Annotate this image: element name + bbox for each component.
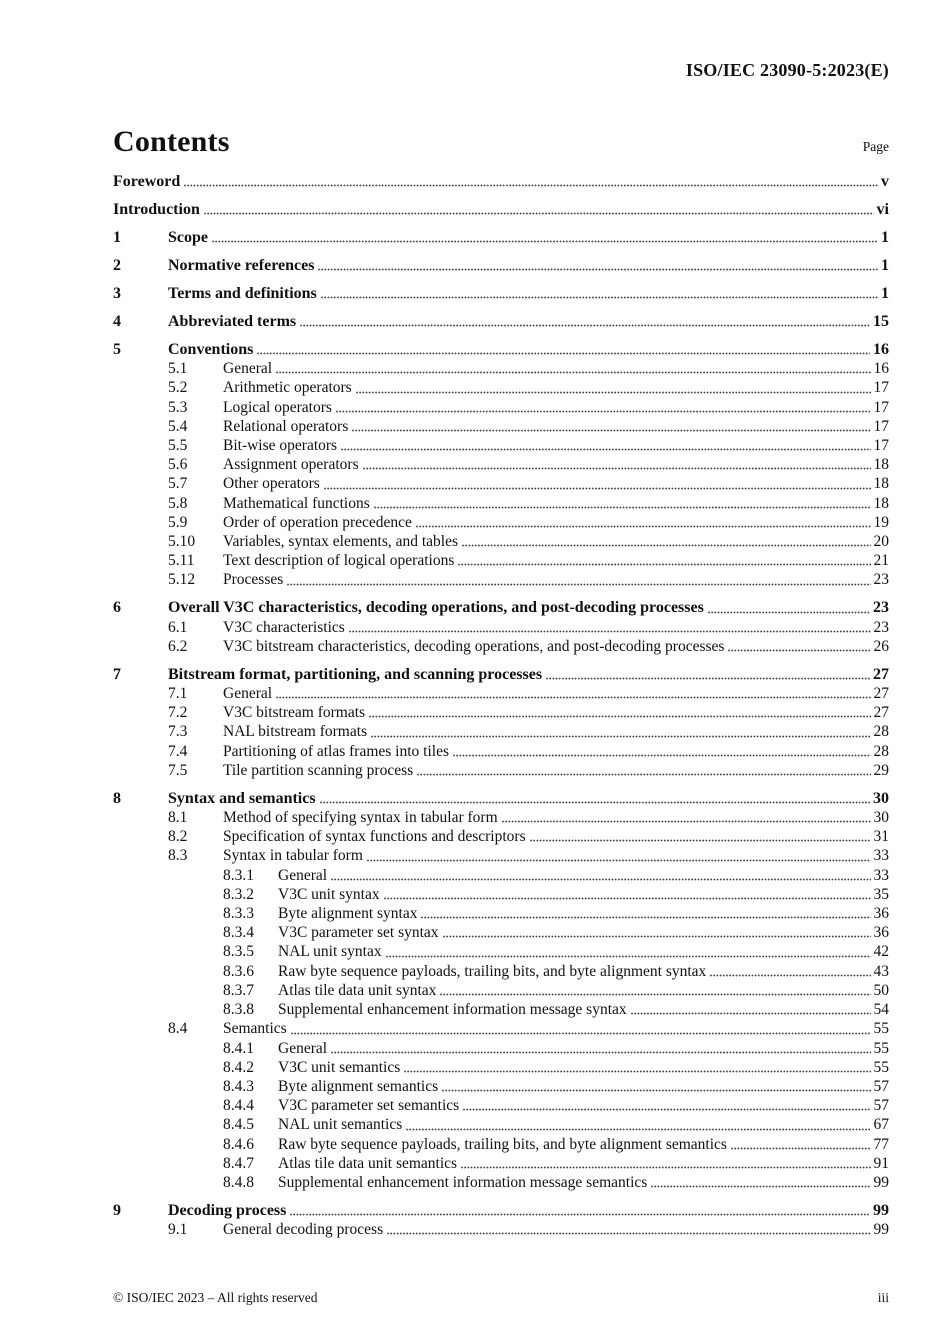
toc-entry: [113, 637, 889, 656]
dot-leader: [417, 773, 870, 776]
toc-entry-number: 5.4: [168, 417, 188, 435]
toc-entry-page: 17: [873, 417, 889, 435]
toc-entry-label: Arithmetic operators: [223, 379, 352, 397]
toc-entry: [113, 981, 889, 1000]
toc-entry-page: 31: [873, 828, 889, 846]
toc-entry: [113, 665, 889, 684]
toc-entry-number: 3: [113, 285, 121, 302]
toc-entry-page: 36: [873, 924, 889, 942]
toc-entry: [113, 340, 889, 359]
toc-entry-number: 8.3.4: [223, 924, 254, 942]
toc-entry-page: 33: [873, 847, 889, 865]
toc-entry-page: 55: [873, 1058, 889, 1076]
toc-entry-page: 57: [873, 1077, 889, 1095]
dot-leader: [421, 916, 870, 919]
toc-entry-number: 6.1: [168, 618, 188, 636]
toc-entry-number: 5.10: [168, 533, 196, 551]
dot-leader: [443, 935, 871, 938]
toc-entry-label: Byte alignment syntax: [278, 905, 418, 923]
toc-entry-page: 29: [873, 761, 889, 779]
toc-entry-number: 2: [113, 257, 121, 274]
toc-entry-number: 8.4.5: [223, 1116, 254, 1134]
dot-leader: [440, 993, 870, 996]
toc-entry-page: v: [881, 173, 889, 190]
dot-leader: [374, 506, 871, 509]
toc-entry: [113, 1019, 889, 1038]
toc-entry-number: 8.4.2: [223, 1058, 254, 1076]
toc-entry-label: V3C parameter set semantics: [278, 1097, 460, 1115]
toc-entry-page: 28: [873, 742, 889, 760]
toc-entry-label: Introduction: [113, 201, 200, 218]
toc-entry: [113, 1077, 889, 1096]
toc-entry: [113, 808, 889, 827]
toc-entry: [113, 1220, 889, 1239]
toc-entry-page: 54: [873, 1001, 889, 1019]
toc-entry-label: Variables, syntax elements, and tables: [223, 533, 459, 551]
toc-entry-page: 17: [873, 437, 889, 455]
toc-entry: [113, 703, 889, 722]
toc-entry: [113, 513, 889, 532]
dot-leader: [257, 352, 870, 355]
toc-entry-label: Other operators: [223, 475, 320, 493]
dot-leader: [204, 212, 874, 215]
toc-entry-label: Foreword: [113, 173, 181, 190]
toc-entry: [113, 532, 889, 551]
toc-entry-label: Processes: [223, 571, 284, 589]
toc-entry-number: 8.3.7: [223, 981, 254, 999]
dot-leader: [384, 897, 871, 900]
dot-leader: [458, 563, 870, 566]
toc-entry: [113, 417, 889, 436]
toc-entry-page: 27: [873, 704, 889, 722]
toc-entry-number: 5.7: [168, 475, 188, 493]
toc-entry-number: 8.1: [168, 809, 188, 827]
toc-entry-label: Mathematical functions: [223, 494, 370, 512]
toc-entry: [113, 1173, 889, 1192]
toc-entry: [113, 618, 889, 637]
dot-leader: [320, 801, 870, 804]
toc-entry: [113, 761, 889, 780]
toc-entry: [113, 172, 889, 191]
toc-entry-page: 26: [873, 637, 889, 655]
toc-entry-page: 17: [873, 398, 889, 416]
toc-entry-page: 1: [881, 285, 889, 302]
toc-entry-label: Scope: [168, 229, 208, 246]
dot-leader: [453, 754, 871, 757]
toc-entry-label: Decoding process: [168, 1201, 287, 1219]
toc-entry: [113, 1115, 889, 1134]
dot-leader: [369, 715, 870, 718]
dot-leader: [462, 544, 870, 547]
toc-entry-label: Text description of logical operations: [223, 552, 455, 570]
dot-leader: [387, 1232, 870, 1235]
toc-entry-number: 5.12: [168, 571, 196, 589]
toc-entry-page: vi: [876, 201, 889, 218]
dot-leader: [349, 630, 871, 633]
toc-entry-number: 8.4.7: [223, 1154, 254, 1172]
toc-entry: [113, 1096, 889, 1115]
toc-entry-label: Bitstream format, partitioning, and scanning processes: [168, 665, 543, 683]
dot-leader: [708, 611, 870, 614]
dot-leader: [324, 487, 871, 490]
footer-page-number: iii: [877, 1290, 889, 1305]
toc-entry: [113, 1201, 889, 1220]
toc-entry-label: Semantics: [223, 1020, 287, 1038]
toc-entry: [113, 200, 889, 219]
dot-leader: [546, 677, 870, 680]
toc-entry: [113, 378, 889, 397]
toc-entry-label: V3C characteristics: [223, 618, 345, 636]
toc-entry-page: 1: [881, 229, 889, 246]
dot-leader: [276, 696, 870, 699]
toc-entry-number: 5.2: [168, 379, 188, 397]
toc-entry-number: 8.4.1: [223, 1039, 254, 1057]
toc-entry-number: 8.3.1: [223, 866, 254, 884]
document-header: [113, 60, 889, 80]
toc-entry: [113, 494, 889, 513]
toc-entry-label: NAL unit semantics: [278, 1116, 403, 1134]
dot-leader: [287, 583, 870, 586]
toc-entry: [113, 1154, 889, 1173]
toc-entry-page: 18: [873, 475, 889, 493]
toc-entry-label: V3C bitstream characteristics, decoding operations, and post-decoding processes: [223, 637, 725, 655]
toc-entry-number: 8.4: [168, 1020, 188, 1038]
toc-entry-number: 1: [113, 229, 121, 246]
toc-entry-number: 9: [113, 1201, 121, 1219]
toc-entry-number: 5.9: [168, 513, 188, 531]
toc-entry-page: 23: [873, 571, 889, 589]
toc-entry-label: General: [278, 1039, 328, 1057]
toc-entry-number: 5.8: [168, 494, 188, 512]
toc-entry-page: 33: [873, 866, 889, 884]
toc-entry: [113, 722, 889, 741]
toc-entry-number: 5.6: [168, 456, 188, 474]
toc-entry-page: 16: [873, 341, 889, 358]
toc-entry-label: Raw byte sequence payloads, trailing bits, and byte alignment semantics: [278, 1135, 727, 1153]
toc-entry-number: 8.3.2: [223, 885, 254, 903]
toc-entry-page: 27: [873, 665, 889, 683]
dot-leader: [710, 974, 870, 977]
toc-entry-number: 8.3: [168, 847, 188, 865]
toc-entry-number: 6: [113, 599, 121, 617]
dot-leader: [728, 649, 870, 652]
toc-entry: [113, 398, 889, 417]
toc-entry: [113, 962, 889, 981]
toc-entry: [113, 827, 889, 846]
toc-entry-label: Assignment operators: [223, 456, 359, 474]
toc-entry: [113, 598, 889, 617]
toc-entry-label: Method of specifying syntax in tabular form: [223, 809, 498, 827]
page-title: Contents: [113, 125, 230, 158]
toc-entry: [113, 942, 889, 961]
toc-entry-number: 8.4.8: [223, 1173, 254, 1191]
toc-entry: [113, 570, 889, 589]
toc-entry-label: Order of operation precedence: [223, 513, 412, 531]
toc-entry-number: 8: [113, 789, 121, 807]
toc-entry-page: 23: [873, 599, 889, 617]
document-footer: [113, 1290, 889, 1306]
toc-entry: [113, 228, 889, 247]
toc-entry: [113, 474, 889, 493]
dot-leader: [352, 429, 870, 432]
toc-entry-page: 36: [873, 905, 889, 923]
toc-entry-number: 8.3.6: [223, 962, 254, 980]
toc-entry-page: 28: [873, 723, 889, 741]
toc-entry-label: Atlas tile data unit semantics: [278, 1154, 458, 1172]
toc-entry-label: Logical operators: [223, 398, 332, 416]
dot-leader: [321, 296, 878, 299]
toc-entry: [113, 885, 889, 904]
dot-leader: [184, 184, 878, 187]
toc-entry-number: 9.1: [168, 1221, 188, 1239]
toc-entry-label: Relational operators: [223, 417, 349, 435]
dot-leader: [371, 735, 870, 738]
dot-leader: [461, 1166, 870, 1169]
toc-entry-label: Syntax and semantics: [168, 789, 316, 807]
contents-title-row: [113, 124, 889, 160]
toc-entry-number: 8.3.5: [223, 943, 254, 961]
toc-entry-number: 8.3.3: [223, 905, 254, 923]
toc-entry-page: 30: [873, 809, 889, 827]
toc-entry-page: 16: [873, 360, 889, 378]
toc-entry-label: V3C unit semantics: [278, 1058, 401, 1076]
dot-leader: [406, 1128, 870, 1131]
toc-entry-label: Syntax in tabular form: [223, 847, 363, 865]
dot-leader: [631, 1012, 871, 1015]
toc-entry-label: Bit-wise operators: [223, 437, 338, 455]
toc-entry: [113, 904, 889, 923]
toc-entry-page: 99: [873, 1201, 889, 1219]
toc-entry-number: 5.5: [168, 437, 188, 455]
toc-entry-label: General: [223, 685, 273, 703]
toc-entry-page: 55: [873, 1020, 889, 1038]
toc-entry: [113, 551, 889, 570]
toc-entry-number: 7.5: [168, 761, 188, 779]
toc-entry-number: 7.4: [168, 742, 188, 760]
toc-entry-label: NAL unit syntax: [278, 943, 382, 961]
toc-entry-number: 8.4.4: [223, 1097, 254, 1115]
toc-entry-number: 5: [113, 341, 121, 358]
toc-entry-label: General: [223, 360, 273, 378]
toc-entry-page: 50: [873, 981, 889, 999]
toc-entry-page: 18: [873, 456, 889, 474]
toc-entry-page: 99: [873, 1173, 889, 1191]
toc-entry-label: Conventions: [168, 341, 254, 358]
footer-copyright: © ISO/IEC 2023 – All rights reserved: [113, 1290, 318, 1305]
toc-entry-number: 8.3.8: [223, 1001, 254, 1019]
toc-entry-number: 5.1: [168, 360, 188, 378]
toc-entry: [113, 1058, 889, 1077]
dot-leader: [356, 391, 871, 394]
toc-entry: [113, 455, 889, 474]
toc-entry-number: 8.4.3: [223, 1077, 254, 1095]
dot-leader: [276, 371, 870, 374]
toc-entry-page: 1: [881, 257, 889, 274]
toc-entry-page: 43: [873, 962, 889, 980]
toc-entry-page: 77: [873, 1135, 889, 1153]
toc-entry-label: General: [278, 866, 328, 884]
toc-entry-page: 55: [873, 1039, 889, 1057]
dot-leader: [442, 1089, 870, 1092]
dot-leader: [318, 268, 878, 271]
dot-leader: [290, 1213, 870, 1216]
toc-entry: [113, 312, 889, 331]
toc-entry-page: 27: [873, 685, 889, 703]
toc-entry-page: 18: [873, 494, 889, 512]
toc-entry-page: 30: [873, 789, 889, 807]
toc-entry-page: 15: [873, 313, 889, 330]
toc-entry-number: 6.2: [168, 637, 188, 655]
toc-entry-label: Overall V3C characteristics, decoding operations, and post-decoding processes: [168, 599, 704, 617]
dot-leader: [367, 859, 871, 862]
dot-leader: [530, 839, 871, 842]
toc-entry-number: 7: [113, 665, 121, 683]
toc-entry: [113, 923, 889, 942]
toc-entry-label: Terms and definitions: [168, 285, 317, 302]
toc-entry-label: NAL bitstream formats: [223, 723, 368, 741]
toc-entry-label: General decoding process: [223, 1221, 384, 1239]
toc-entry: [113, 436, 889, 455]
document-id: ISO/IEC 23090-5:2023(E): [685, 60, 889, 80]
dot-leader: [416, 525, 871, 528]
dot-leader: [363, 467, 871, 470]
toc-entry-number: 5.11: [168, 552, 195, 570]
toc-entry: [113, 284, 889, 303]
toc-entry-label: Atlas tile data unit syntax: [278, 981, 437, 999]
toc-entry: [113, 1000, 889, 1019]
toc-entry-label: V3C unit syntax: [278, 885, 380, 903]
toc-entry-page: 91: [873, 1154, 889, 1172]
toc-entry: [113, 866, 889, 885]
toc-entry-label: Specification of syntax functions and descriptors: [223, 828, 526, 846]
toc-entry: [113, 1039, 889, 1058]
toc-entry-page: 99: [873, 1221, 889, 1239]
toc-entry-label: V3C bitstream formats: [223, 704, 366, 722]
table-of-contents: [113, 172, 889, 1239]
toc-entry-label: Byte alignment semantics: [278, 1077, 439, 1095]
toc-entry-label: V3C parameter set syntax: [278, 924, 439, 942]
toc-entry-page: 23: [873, 618, 889, 636]
toc-entry: [113, 789, 889, 808]
toc-entry: [113, 1135, 889, 1154]
toc-entry-label: Raw byte sequence payloads, trailing bits, and byte alignment syntax: [278, 962, 707, 980]
dot-leader: [336, 410, 871, 413]
toc-entry-page: 42: [873, 943, 889, 961]
dot-leader: [502, 820, 871, 823]
toc-entry-page: 67: [873, 1116, 889, 1134]
toc-entry-label: Partitioning of atlas frames into tiles: [223, 742, 449, 760]
toc-entry: [113, 256, 889, 275]
dot-leader: [463, 1108, 870, 1111]
toc-entry: [113, 846, 889, 865]
toc-entry-label: Normative references: [168, 257, 315, 274]
page-column-label: Page: [862, 139, 889, 154]
toc-entry: [113, 684, 889, 703]
dot-leader: [331, 878, 870, 881]
toc-entry-page: 35: [873, 885, 889, 903]
toc-entry-page: 17: [873, 379, 889, 397]
toc-entry-number: 7.3: [168, 723, 188, 741]
dot-leader: [300, 324, 870, 327]
toc-entry-label: Tile partition scanning process: [223, 761, 414, 779]
toc-entry-label: Abbreviated terms: [168, 313, 297, 330]
toc-entry-page: 57: [873, 1097, 889, 1115]
dot-leader: [651, 1185, 870, 1188]
dot-leader: [331, 1051, 870, 1054]
toc-entry-label: Supplemental enhancement information message syntax: [278, 1001, 627, 1019]
toc-entry-number: 7.2: [168, 704, 188, 722]
dot-leader: [731, 1147, 871, 1150]
toc-entry-number: 7.1: [168, 685, 188, 703]
toc-entry-number: 4: [113, 313, 121, 330]
toc-entry-page: 21: [873, 552, 889, 570]
dot-leader: [212, 240, 878, 243]
toc-entry-page: 19: [873, 513, 889, 531]
dot-leader: [291, 1032, 871, 1035]
dot-leader: [386, 955, 871, 958]
toc-entry-number: 8.4.6: [223, 1135, 254, 1153]
dot-leader: [341, 448, 870, 451]
toc-entry-page: 20: [873, 533, 889, 551]
toc-entry: [113, 742, 889, 761]
toc-entry: [113, 359, 889, 378]
toc-entry-number: 5.3: [168, 398, 188, 416]
dot-leader: [404, 1070, 870, 1073]
toc-entry-number: 8.2: [168, 828, 188, 846]
toc-entry-label: Supplemental enhancement information message semantics: [278, 1173, 648, 1191]
